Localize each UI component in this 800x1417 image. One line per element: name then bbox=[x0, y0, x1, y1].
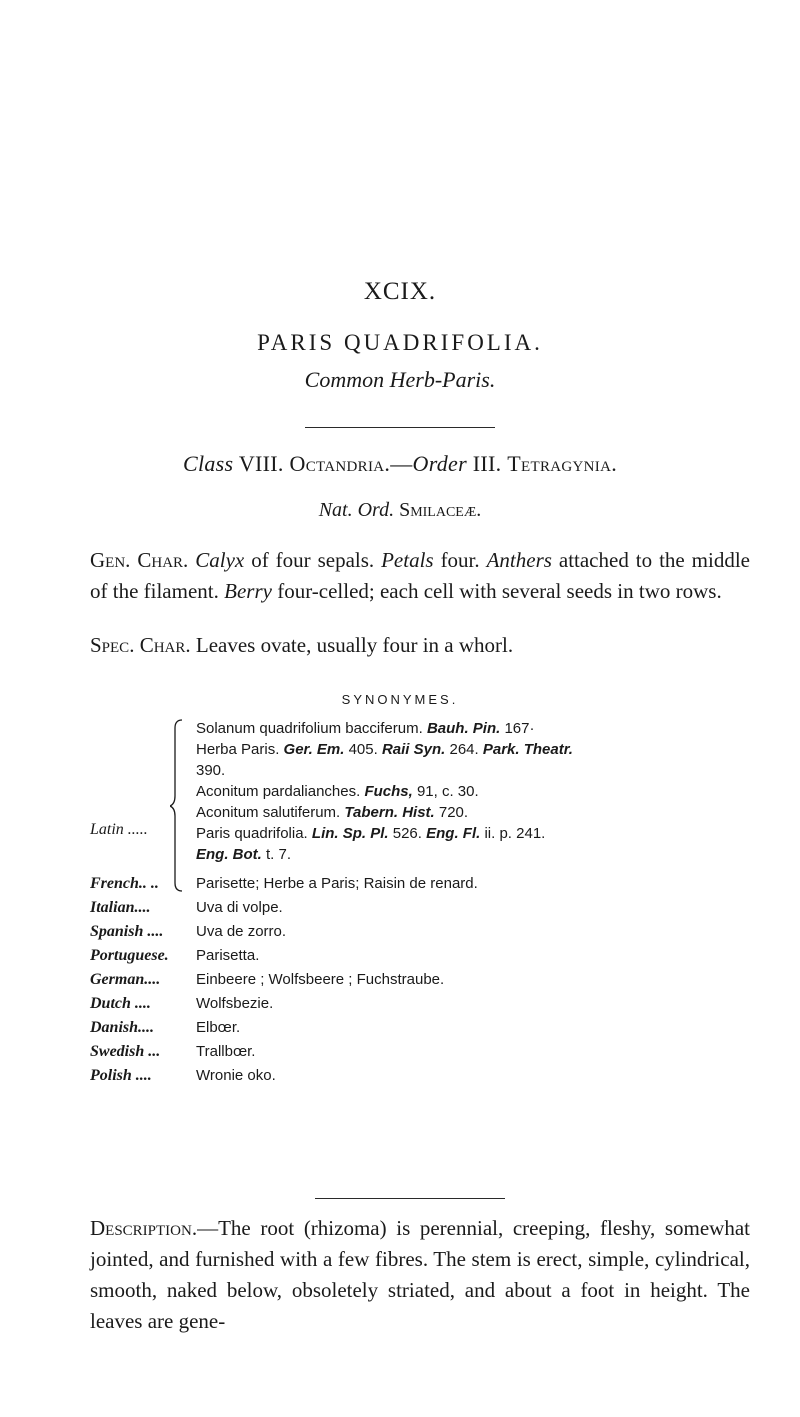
synonym-row bbox=[90, 968, 770, 992]
latin-label: Latin ..... bbox=[90, 821, 148, 838]
latin-synonym-line: Aconitum pardalianches. Fuchs, 91, c. 30. bbox=[196, 783, 479, 800]
language-name: Polish .... bbox=[90, 1067, 152, 1084]
language-synonyms: Wolfsbezie. bbox=[196, 995, 274, 1012]
language-synonyms: Parisetta. bbox=[196, 947, 260, 964]
language-synonyms: Wronie oko. bbox=[196, 1067, 276, 1084]
class-num: VIII. bbox=[238, 451, 284, 476]
synonym-row bbox=[90, 872, 770, 896]
petals-word: Petals bbox=[381, 548, 434, 572]
latin-synonym-line: Herba Paris. Ger. Em. 405. Raii Syn. 264. Park. Theatr. bbox=[196, 741, 573, 758]
synonym-row bbox=[90, 1064, 770, 1088]
genus-title: PARIS QUADRIFOLIA. bbox=[257, 330, 543, 355]
latin-synonyms bbox=[196, 718, 770, 865]
calyx-word: Calyx bbox=[195, 548, 245, 572]
spec-char-text: Leaves ovate, usually four in a whorl. bbox=[195, 633, 514, 657]
synonym-row bbox=[90, 1016, 770, 1040]
latin-synonym-line: Solanum quadrifolium bacciferum. Bauh. Pin. 167· bbox=[196, 720, 535, 737]
class-dash: — bbox=[390, 451, 413, 476]
calyx-text: of four sepals. bbox=[251, 548, 375, 572]
language-synonyms: Trallbœr. bbox=[196, 1043, 256, 1060]
language-name: Italian.... bbox=[90, 899, 151, 916]
nat-ord-label: Nat. Ord. bbox=[318, 499, 395, 521]
synonym-row bbox=[90, 896, 770, 920]
language-name: Spanish .... bbox=[90, 923, 164, 940]
language-synonyms: Elbœr. bbox=[196, 1019, 241, 1036]
description-paragraph bbox=[90, 1213, 750, 1337]
description-text: —The root (rhizoma) is perennial, creeping, fleshy, somewhat jointed, and furnished with a few fibres. The stem is erect, simple, cylindrical, smooth, naked below, obsoletely striated, and about a foot in height. The leaves are gene- bbox=[90, 1216, 750, 1333]
generic-character bbox=[90, 545, 750, 607]
specific-character bbox=[90, 630, 750, 661]
language-synonyms: Uva de zorro. bbox=[196, 923, 287, 940]
divider-top bbox=[305, 427, 495, 428]
language-name: Danish.... bbox=[90, 1019, 155, 1036]
latin-synonym-line: Aconitum salutiferum. Tabern. Hist. 720. bbox=[196, 804, 469, 821]
class-name: Octandria. bbox=[289, 451, 391, 476]
language-name: French.. .. bbox=[90, 875, 159, 892]
synonym-row bbox=[90, 992, 770, 1016]
gen-char-label: Gen. Char. bbox=[90, 548, 189, 572]
synonymes-heading: SYNONYMES. bbox=[341, 692, 459, 707]
divider-bottom bbox=[315, 1198, 505, 1199]
language-synonyms: Uva di volpe. bbox=[196, 899, 283, 916]
brace-icon bbox=[170, 718, 184, 893]
natural-order-line bbox=[0, 499, 800, 522]
order-name: Tetragynia. bbox=[507, 451, 618, 476]
order-word: Order bbox=[412, 451, 467, 476]
synonym-row bbox=[90, 1040, 770, 1064]
berry-text: four-celled; each cell with several seeds in two rows. bbox=[277, 579, 722, 603]
classification-line bbox=[0, 451, 800, 477]
common-name: Common Herb-Paris. bbox=[304, 367, 496, 392]
language-name: German.... bbox=[90, 971, 161, 988]
berry-word: Berry bbox=[224, 579, 272, 603]
anthers-word: Anthers bbox=[486, 548, 552, 572]
anthers-text: attached to the middle of the filament. bbox=[90, 548, 750, 603]
language-name: Swedish ... bbox=[90, 1043, 161, 1060]
synonym-row bbox=[90, 920, 770, 944]
latin-synonym-line: Eng. Bot. t. 7. bbox=[196, 846, 292, 863]
language-synonyms: Parisette; Herbe a Paris; Raisin de renard. bbox=[196, 875, 478, 892]
petals-text: four. bbox=[440, 548, 480, 572]
plate-numeral: XCIX. bbox=[363, 278, 437, 305]
order-num: III. bbox=[472, 451, 502, 476]
class-word: Class bbox=[182, 451, 234, 476]
language-name: Dutch .... bbox=[90, 995, 151, 1012]
nat-ord-value: Smilaceæ. bbox=[399, 499, 482, 521]
synonym-row bbox=[90, 944, 770, 968]
description-label: Description. bbox=[90, 1216, 198, 1240]
spec-char-label: Spec. Char. bbox=[90, 633, 191, 657]
latin-synonym-line: 390. bbox=[196, 762, 226, 779]
language-synonyms: Einbeere ; Wolfsbeere ; Fuchstraube. bbox=[196, 971, 445, 988]
language-name: Portuguese. bbox=[90, 947, 169, 964]
latin-synonym-line: Paris quadrifolia. Lin. Sp. Pl. 526. Eng. Fl. ii. p. 241. bbox=[196, 825, 546, 842]
